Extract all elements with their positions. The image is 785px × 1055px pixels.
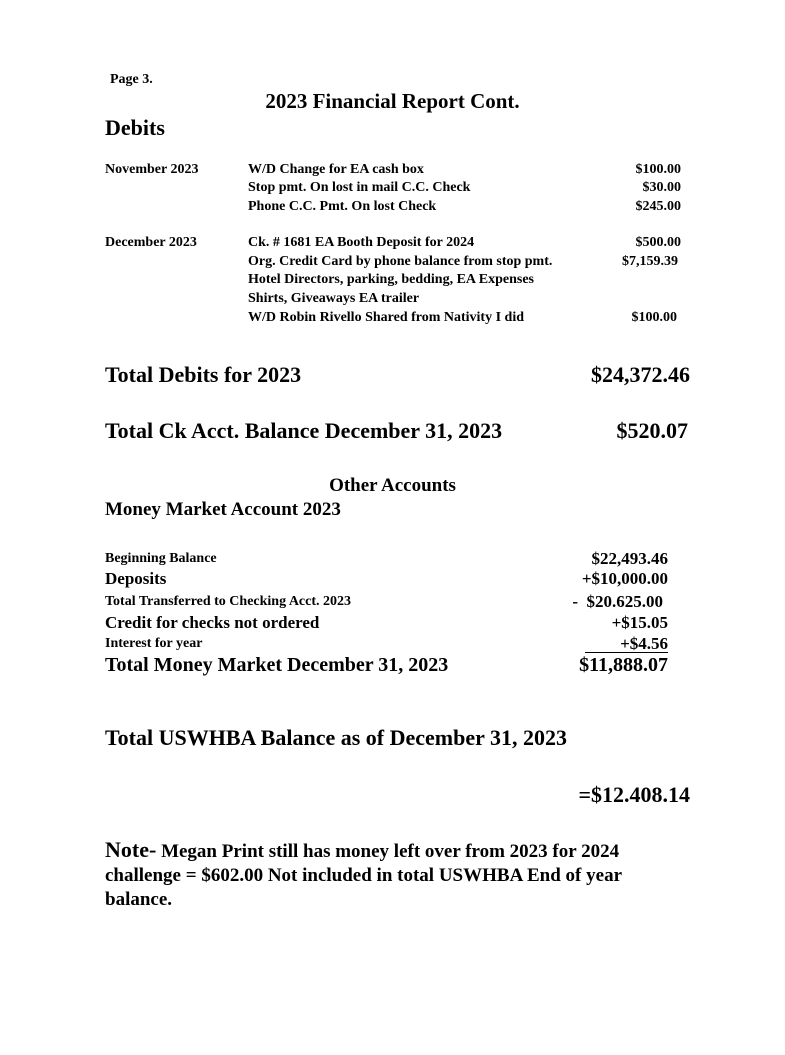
debit-amount: $30.00: [642, 180, 681, 195]
mm-label: Beginning Balance: [105, 551, 217, 566]
money-market-heading: Money Market Account 2023: [105, 499, 341, 520]
total-uswhba-label: Total USWHBA Balance as of December 31, 2023: [105, 725, 567, 750]
debit-month: December 2023: [105, 235, 197, 250]
debit-amount: $245.00: [635, 199, 681, 214]
total-debits-amount: $24,372.46: [591, 362, 690, 387]
note-prefix: Note-: [105, 837, 157, 862]
mm-label: Credit for checks not ordered: [105, 613, 320, 632]
page-title: 2023 Financial Report Cont.: [265, 89, 520, 113]
debit-amount: $100.00: [635, 162, 681, 177]
page-label: Page 3.: [110, 72, 153, 87]
mm-label: Deposits: [105, 569, 167, 588]
debit-month: November 2023: [105, 162, 199, 177]
total-debits-label: Total Debits for 2023: [105, 362, 302, 387]
mm-amount: +$4.56: [585, 635, 668, 653]
debit-desc: Shirts, Giveaways EA trailer: [248, 291, 420, 306]
debit-desc: Phone C.C. Pmt. On lost Check: [248, 199, 437, 214]
debit-desc: Org. Credit Card by phone balance from stop pmt.: [248, 254, 553, 269]
total-uswhba-amount: =$12.408.14: [578, 782, 690, 807]
mm-label: Total Transferred to Checking Acct. 2023: [105, 594, 352, 609]
mm-amount: $22,493.46: [591, 549, 668, 568]
debit-amount: $7,159.39: [622, 254, 678, 269]
note-paragraph: [105, 838, 665, 912]
note-text: Megan Print still has money left over from 2023 for 2024 challenge = $602.00 Not included in total USWHBA End of year balance.: [105, 841, 622, 910]
debit-desc: W/D Robin Rivello Shared from Nativity I did: [248, 310, 525, 325]
mm-amount: +$15.05: [611, 613, 668, 632]
mm-amount: +$10,000.00: [581, 569, 668, 588]
mm-total-amount: $11,888.07: [579, 654, 668, 676]
other-accounts-heading: Other Accounts: [329, 475, 456, 496]
debit-amount: $100.00: [631, 310, 677, 325]
debit-desc: Hotel Directors, parking, bedding, EA Expenses: [248, 272, 534, 287]
debit-desc: Stop pmt. On lost in mail C.C. Check: [248, 180, 471, 195]
mm-amount: - $20.625.00: [572, 592, 663, 611]
debit-desc: Ck. # 1681 EA Booth Deposit for 2024: [248, 235, 475, 250]
mm-total-label: Total Money Market December 31, 2023: [105, 654, 449, 676]
total-ck-label: Total Ck Acct. Balance December 31, 2023: [105, 418, 503, 443]
total-ck-amount: $520.07: [616, 418, 688, 443]
debit-desc: W/D Change for EA cash box: [248, 162, 424, 177]
debit-amount: $500.00: [635, 235, 681, 250]
mm-label: Interest for year: [105, 636, 203, 651]
debits-heading: Debits: [105, 115, 165, 140]
